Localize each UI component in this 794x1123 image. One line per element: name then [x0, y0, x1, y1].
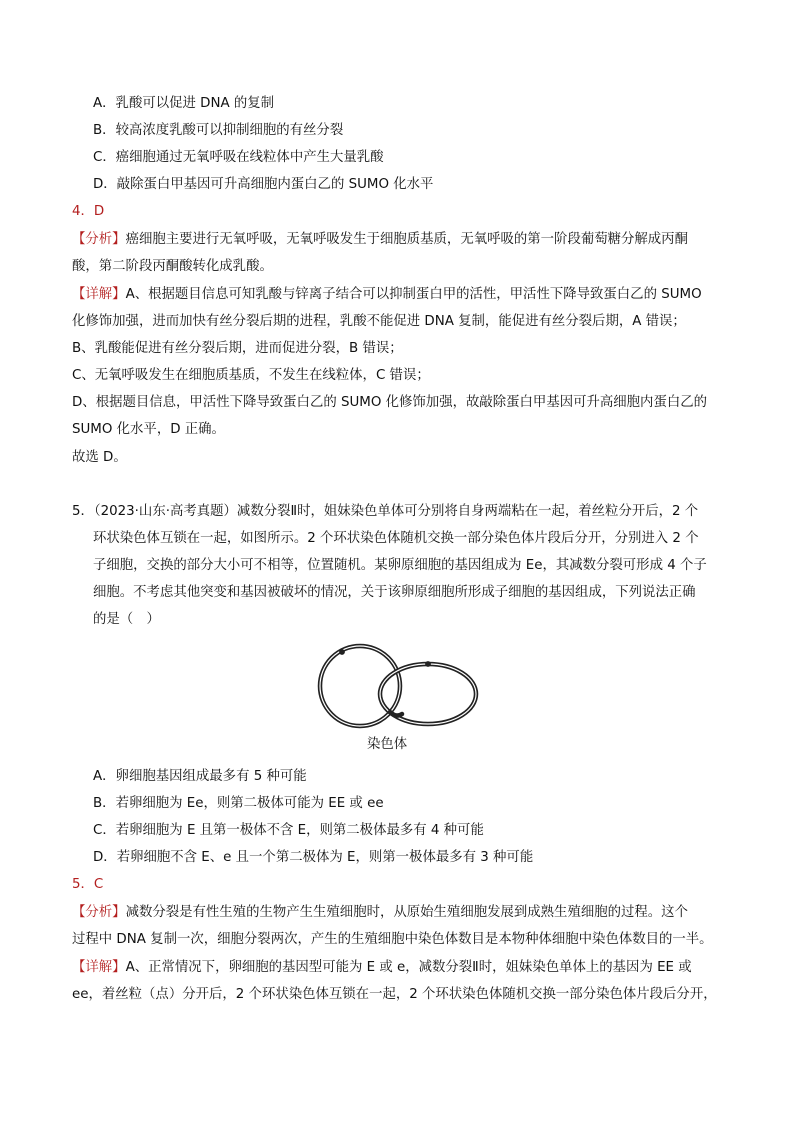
q5-analysis-text: 减数分裂是有性生殖的生物产生生殖细胞时，从原始生殖细胞发展到成熟生殖细胞的过程。这个	[125, 905, 688, 920]
q4-analysis-text: 癌细胞主要进行无氧呼吸，无氧呼吸发生于细胞质基质，无氧呼吸的第一阶段葡萄糖分解成丙酮	[125, 232, 688, 247]
q5-option-d: D．若卵细胞不含 E、e 且一个第二极体为 E，则第一极体最多有 3 种可能	[93, 850, 534, 865]
q5-analysis-line1	[72, 904, 688, 922]
analysis-tag: 【分析】	[72, 905, 126, 920]
q4-detail-line5: D、根据题目信息，甲活性下降导致蛋白乙的 SUMO 化修饰加强，故敲除蛋白甲基因可升高细胞内蛋白乙的	[72, 395, 708, 410]
q5-option-c: C．若卵细胞为 E 且第一极体不含 E，则第二极体最多有 4 种可能	[93, 823, 484, 838]
centromere-dot-left	[340, 650, 345, 655]
q4-detail-line4: C、无氧呼吸发生在细胞质基质，不发生在线粒体，C 错误；	[72, 368, 430, 383]
figure-caption: 染色体	[367, 737, 408, 752]
centromere-dot-right	[426, 662, 431, 667]
q5-option-a: A．卵细胞基因组成最多有 5 种可能	[93, 769, 307, 784]
analysis-tag: 【分析】	[72, 232, 126, 247]
interlocked-ring-chromosomes-figure	[312, 640, 488, 736]
q4-option-d: D．敲除蛋白甲基因可升高细胞内蛋白乙的 SUMO 化水平	[93, 177, 434, 192]
q5-option-b: B．若卵细胞为 Ee，则第二极体可能为 EE 或 ee	[93, 796, 384, 811]
detail-tag: 【详解】	[72, 960, 126, 975]
q5-detail-line2: ee，着丝粒（点）分开后，2 个环状染色体互锁在一起，2 个环状染色体随机交换一部分染色体片段后分开，	[72, 987, 717, 1002]
q5-analysis-line2: 过程中 DNA 复制一次，细胞分裂两次，产生的生殖细胞中染色体数目是本物种体细胞中染色体数目的一半。	[72, 932, 713, 947]
left-ring-inner	[320, 646, 400, 726]
q4-detail-line2: 化修饰加强，进而加快有丝分裂后期的进程，乳酸不能促进 DNA 复制，能促进有丝分裂后期，A 错误；	[72, 314, 686, 329]
q4-answer: 4．D	[72, 204, 105, 219]
q4-option-b: B．较高浓度乳酸可以抑制细胞的有丝分裂	[93, 123, 344, 138]
ring-overlap-segment	[390, 712, 402, 716]
detail-tag: 【详解】	[72, 287, 126, 302]
q5-stem-line3: 子细胞，交换的部分大小可不相等，位置随机。某卵原细胞的基因组成为 Ee，其减数分裂可形成 4 个子	[93, 558, 707, 573]
q4-detail-line7: 故选 D。	[72, 450, 127, 465]
q5-detail-text: A、正常情况下，卵细胞的基因型可能为 E 或 e，减数分裂Ⅱ时，姐妹染色单体上的基因为 EE 或	[125, 960, 692, 975]
q5-stem-line5: 的是（ ）	[93, 612, 160, 627]
q4-option-c: C．癌细胞通过无氧呼吸在线粒体中产生大量乳酸	[93, 150, 384, 165]
q5-stem-line1: 5．（2023·山东·高考真题）减数分裂Ⅱ时，姐妹染色单体可分别将自身两端粘在一起，着丝粒分开后，2 个	[72, 504, 699, 519]
q4-detail-line1	[72, 286, 702, 304]
q5-answer: 5．C	[72, 877, 104, 892]
q5-stem-line4: 细胞。不考虑其他突变和基因被破坏的情况，关于该卵原细胞所形成子细胞的基因组成，下列说法正确	[93, 585, 696, 600]
q4-analysis-line2: 酸，第二阶段丙酮酸转化成乳酸。	[72, 259, 273, 274]
q4-detail-text: A、根据题目信息可知乳酸与锌离子结合可以抑制蛋白甲的活性，甲活性下降导致蛋白乙的 SUMO	[125, 287, 702, 302]
q4-detail-line6: SUMO 化水平，D 正确。	[72, 422, 225, 437]
q5-stem-line2: 环状染色体互锁在一起，如图所示。2 个环状染色体随机交换一部分染色体片段后分开，分别进入 2 个	[93, 531, 699, 546]
q5-detail-line1	[72, 959, 692, 977]
q4-detail-line3: B、乳酸能促进有丝分裂后期，进而促进分裂，B 错误；	[72, 341, 403, 356]
q4-option-a: A．乳酸可以促进 DNA 的复制	[93, 96, 275, 111]
q4-analysis-line1	[72, 231, 688, 249]
